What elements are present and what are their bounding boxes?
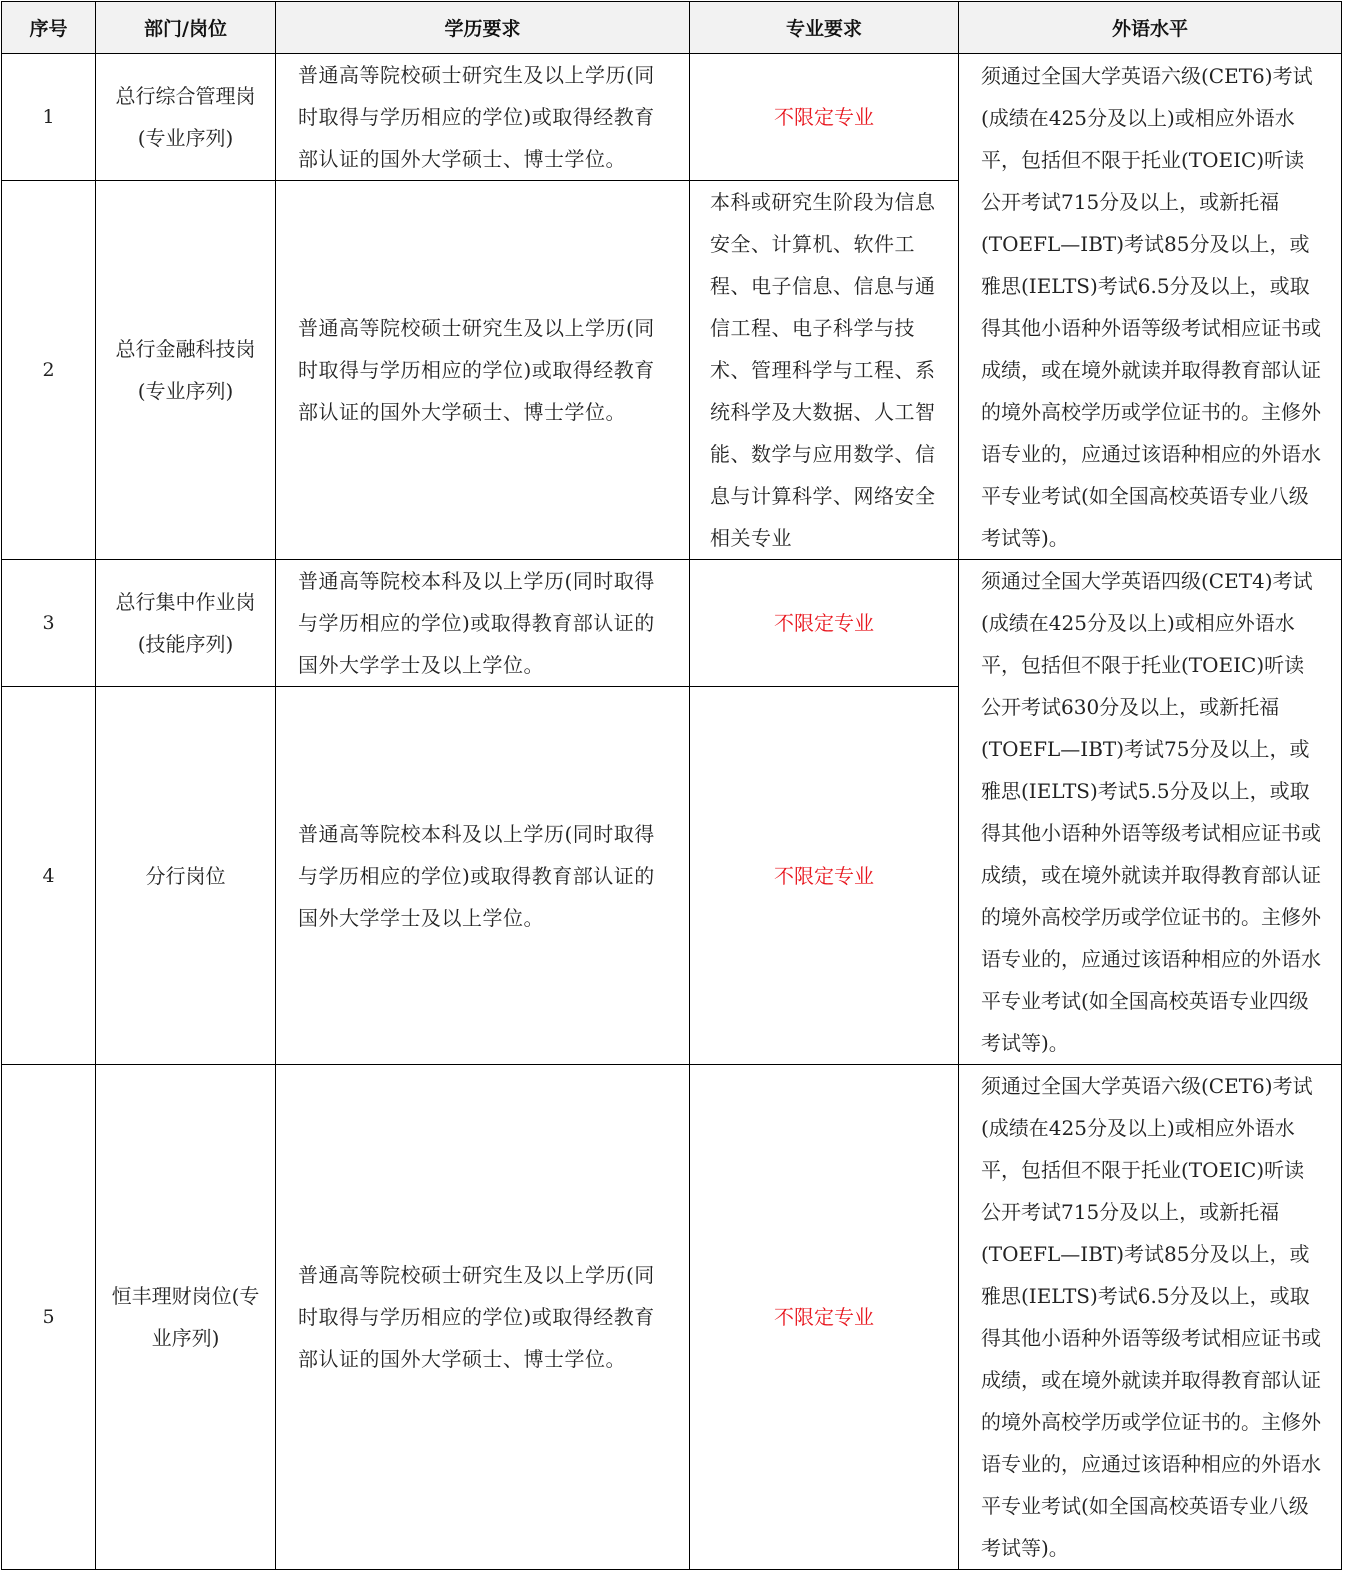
header-row xyxy=(2,2,1342,54)
dept-cell: 分行岗位 xyxy=(96,687,276,1065)
row-number: 3 xyxy=(2,560,96,687)
header-dept: 部门/岗位 xyxy=(96,2,276,54)
lang-cell: 须通过全国大学英语四级(CET4)考试(成绩在425分及以上)或相应外语水平，包括但不限于托业(TOEIC)听读公开考试630分及以上，或新托福(TOEFL—IBT)考试75分及以上，或雅思(IELTS)考试5.5分及以上，或取得其他小语种外语等级考试相应证书或成绩，或在境外就读并取得教育部认证的境外高校学历或学位证书的。主修外语专业的，应通过该语种相应的外语水平专业考试(如全国高校英语专业四级考试等)。 xyxy=(959,560,1342,1065)
dept-cell: 总行综合管理岗(专业序列) xyxy=(96,54,276,181)
row-number: 1 xyxy=(2,54,96,181)
header-no: 序号 xyxy=(2,2,96,54)
major-cell: 不限定专业 xyxy=(690,687,959,1065)
edu-cell: 普通高等院校硕士研究生及以上学历(同时取得与学历相应的学位)或取得经教育部认证的国外大学硕士、博士学位。 xyxy=(276,54,690,181)
major-cell: 本科或研究生阶段为信息安全、计算机、软件工程、电子信息、信息与通信工程、电子科学与技术、管理科学与工程、系统科学及大数据、人工智能、数学与应用数学、信息与计算科学、网络安全相关专业 xyxy=(690,181,959,560)
row-number: 2 xyxy=(2,181,96,560)
header-lang: 外语水平 xyxy=(959,2,1342,54)
edu-cell: 普通高等院校硕士研究生及以上学历(同时取得与学历相应的学位)或取得经教育部认证的国外大学硕士、博士学位。 xyxy=(276,1065,690,1570)
edu-cell: 普通高等院校本科及以上学历(同时取得与学历相应的学位)或取得教育部认证的国外大学学士及以上学位。 xyxy=(276,687,690,1065)
row-number: 4 xyxy=(2,687,96,1065)
edu-cell: 普通高等院校硕士研究生及以上学历(同时取得与学历相应的学位)或取得经教育部认证的国外大学硕士、博士学位。 xyxy=(276,181,690,560)
row-number: 5 xyxy=(2,1065,96,1570)
header-major: 专业要求 xyxy=(690,2,959,54)
lang-cell: 须通过全国大学英语六级(CET6)考试(成绩在425分及以上)或相应外语水平，包括但不限于托业(TOEIC)听读公开考试715分及以上，或新托福(TOEFL—IBT)考试85分及以上，或雅思(IELTS)考试6.5分及以上，或取得其他小语种外语等级考试相应证书或成绩，或在境外就读并取得教育部认证的境外高校学历或学位证书的。主修外语专业的，应通过该语种相应的外语水平专业考试(如全国高校英语专业八级考试等)。 xyxy=(959,54,1342,560)
table-row xyxy=(2,560,1342,687)
major-cell: 不限定专业 xyxy=(690,1065,959,1570)
dept-cell: 恒丰理财岗位(专业序列) xyxy=(96,1065,276,1570)
lang-cell: 须通过全国大学英语六级(CET6)考试(成绩在425分及以上)或相应外语水平，包括但不限于托业(TOEIC)听读公开考试715分及以上，或新托福(TOEFL—IBT)考试85分及以上，或雅思(IELTS)考试6.5分及以上，或取得其他小语种外语等级考试相应证书或成绩，或在境外就读并取得教育部认证的境外高校学历或学位证书的。主修外语专业的，应通过该语种相应的外语水平专业考试(如全国高校英语专业八级考试等)。 xyxy=(959,1065,1342,1570)
edu-cell: 普通高等院校本科及以上学历(同时取得与学历相应的学位)或取得教育部认证的国外大学学士及以上学位。 xyxy=(276,560,690,687)
dept-cell: 总行集中作业岗(技能序列) xyxy=(96,560,276,687)
dept-cell: 总行金融科技岗(专业序列) xyxy=(96,181,276,560)
major-cell: 不限定专业 xyxy=(690,560,959,687)
table-row xyxy=(2,54,1342,181)
header-edu: 学历要求 xyxy=(276,2,690,54)
major-cell: 不限定专业 xyxy=(690,54,959,181)
requirements-table xyxy=(1,1,1342,1570)
table-row xyxy=(2,1065,1342,1570)
